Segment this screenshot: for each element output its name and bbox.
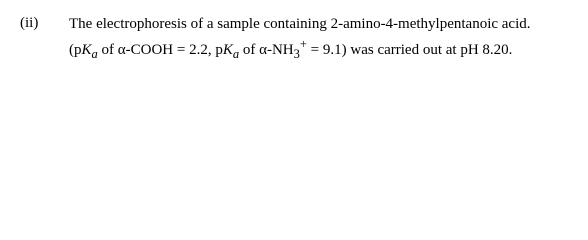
question-text: [69, 14, 584, 64]
pka-K-symbol: K: [81, 42, 92, 58]
nh3-label: of α-NH: [239, 42, 294, 58]
question-line-1: The electrophoresis of a sample containing 2-amino-4-methylpentanoic acid.: [69, 16, 531, 32]
pka-K-symbol-2: K: [222, 42, 233, 58]
question-number: (ii): [20, 15, 39, 31]
nh3-pka-and-ph: = 9.1) was carried out at pH 8.20.: [306, 42, 513, 58]
nh3-charge: +: [299, 37, 307, 51]
question-item: [0, 0, 588, 78]
pka-a-subscript-2: a: [232, 47, 240, 61]
nh3-subscript: 3: [293, 47, 300, 61]
pka-a-subscript: a: [91, 47, 98, 61]
question-line-2: [69, 34, 584, 64]
cooh-pka-value: of α-COOH = 2.2, p: [97, 42, 223, 58]
paren-open-pka: (p: [69, 42, 82, 58]
